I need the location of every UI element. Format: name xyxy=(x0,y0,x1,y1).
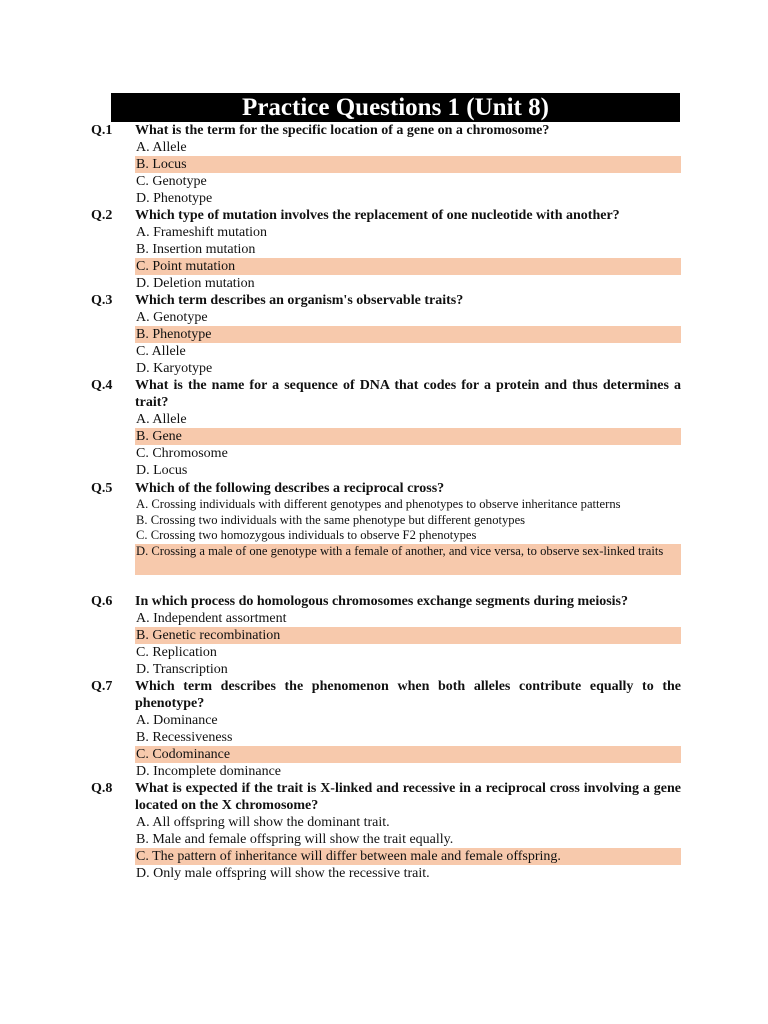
question-text: Which term describes an organism's observable traits? xyxy=(135,293,464,308)
question-text: Which type of mutation involves the replacement of one nucleotide with another? xyxy=(135,208,620,223)
option-a: A. All offspring will show the dominant trait. xyxy=(136,815,390,830)
option-b: B. Male and female offspring will show the trait equally. xyxy=(136,832,454,847)
page-title: Practice Questions 1 (Unit 8) xyxy=(111,93,680,122)
question-6 xyxy=(91,593,681,678)
option-d: D. Transcription xyxy=(136,662,228,677)
question-number: Q.3 xyxy=(91,293,113,308)
option-c-answer: C. The pattern of inheritance will differ between male and female offspring. xyxy=(135,848,681,865)
option-c-answer: C. Codominance xyxy=(135,746,681,763)
option-b-answer: B. Gene xyxy=(135,428,681,445)
option-d: D. Karyotype xyxy=(136,361,213,376)
option-d: D. Phenotype xyxy=(136,191,213,206)
option-c: C. Crossing two homozygous individuals to observe F2 phenotypes xyxy=(136,528,477,542)
option-a: A. Crossing individuals with different genotypes and phenotypes to observe inheritance patterns xyxy=(136,497,621,511)
question-7 xyxy=(91,678,681,780)
option-c: C. Allele xyxy=(136,344,186,359)
option-c: C. Chromosome xyxy=(136,446,228,461)
question-number: Q.5 xyxy=(91,481,113,496)
question-text: Which of the following describes a reciprocal cross? xyxy=(135,481,445,496)
option-d-answer: D. Crossing a male of one genotype with a female of another, and vice versa, to observe sex-linked traits xyxy=(135,544,681,575)
question-text: What is the name for a sequence of DNA that codes for a protein and thus determines a trait? xyxy=(135,378,681,410)
question-2 xyxy=(91,207,681,292)
option-d: D. Deletion mutation xyxy=(136,276,255,291)
option-a: A. Genotype xyxy=(136,310,208,325)
option-a: A. Frameshift mutation xyxy=(136,225,268,240)
question-text: What is expected if the trait is X-linked and recessive in a reciprocal cross involving a gene located on the X chromosome? xyxy=(135,781,681,813)
option-d: D. Locus xyxy=(136,463,188,478)
question-text: In which process do homologous chromosomes exchange segments during meiosis? xyxy=(135,594,629,609)
question-8 xyxy=(91,780,681,882)
question-text: Which term describes the phenomenon when both alleles contribute equally to the phenotype? xyxy=(135,679,681,711)
question-number: Q.2 xyxy=(91,208,113,223)
option-b-answer: B. Locus xyxy=(135,156,681,173)
option-a: A. Allele xyxy=(136,140,187,155)
question-number: Q.1 xyxy=(91,123,113,138)
option-c: C. Replication xyxy=(136,645,217,660)
question-3 xyxy=(91,292,681,377)
option-b: B. Insertion mutation xyxy=(136,242,256,257)
option-a: A. Independent assortment xyxy=(136,611,287,626)
question-number: Q.7 xyxy=(91,679,113,694)
question-4 xyxy=(91,377,681,479)
option-d: D. Incomplete dominance xyxy=(136,764,282,779)
option-d: D. Only male offspring will show the recessive trait. xyxy=(136,866,430,881)
option-b: B. Crossing two individuals with the same phenotype but different genotypes xyxy=(136,512,526,527)
question-number: Q.8 xyxy=(91,781,113,796)
question-5 xyxy=(91,480,681,575)
question-1 xyxy=(91,122,681,207)
question-number: Q.4 xyxy=(91,378,113,393)
option-b: B. Recessiveness xyxy=(136,730,233,745)
option-a: A. Dominance xyxy=(136,713,218,728)
option-c-answer: C. Point mutation xyxy=(135,258,681,275)
question-text: What is the term for the specific location of a gene on a chromosome? xyxy=(135,123,550,138)
option-a: A. Allele xyxy=(136,412,187,427)
option-b-answer: B. Genetic recombination xyxy=(135,627,681,644)
option-c: C. Genotype xyxy=(136,174,207,189)
option-b-answer: B. Phenotype xyxy=(135,326,681,343)
question-number: Q.6 xyxy=(91,594,113,609)
